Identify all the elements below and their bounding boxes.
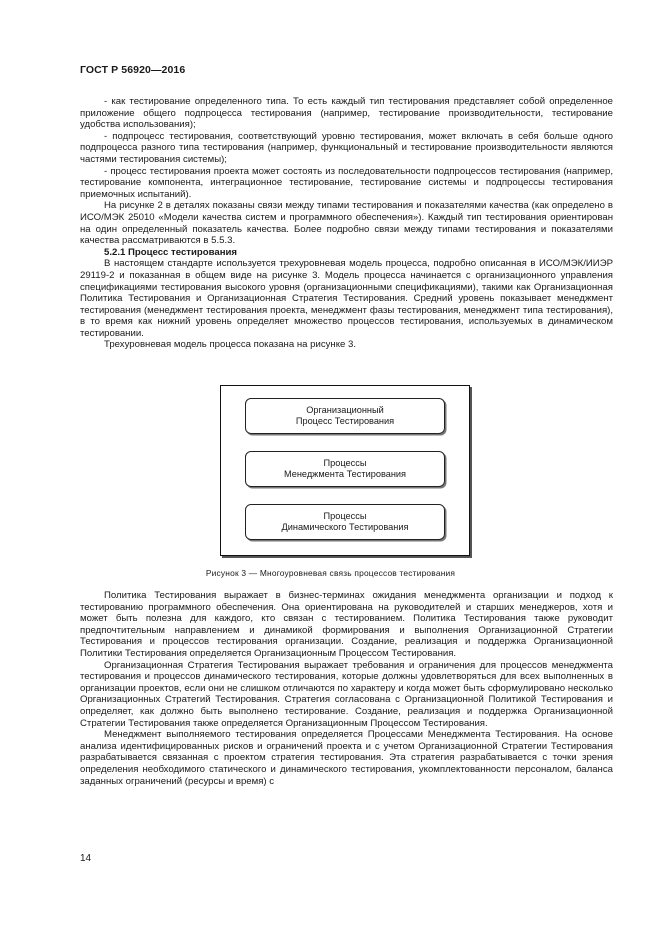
box-3-line-2: Динамического Тестирования (281, 522, 409, 532)
section-heading: 5.2.1 Процесс тестирования (104, 246, 238, 258)
org-test-process-box (245, 398, 445, 434)
box-1-line-2: Процесс Тестирования (295, 416, 395, 426)
figure-3-diagram (220, 385, 470, 556)
document-header: ГОСТ Р 56920—2016 (80, 64, 186, 76)
paragraph-test-policy: Политика Тестирования выражает в бизнес-терминах ожидания менеджмента организации и подход к тестированию программного обеспечения. Она ориентирована на руководителей и старших менеджеров, хотя и может быть полезна для каждого, кто связан с тестированием. Политика Тестирования также руководит предпочтительным направлением и динамикой формирования и выполнения Организационной Стратегии Тестирования и процессов тестирования организации. Создание, реализация и поддержка Организационной Политики Тестирования определяется Организационным Процессом Тестирования. (80, 590, 613, 659)
dynamic-test-processes-box (245, 504, 445, 540)
top-text-block (80, 96, 613, 351)
test-management-processes-box (245, 451, 445, 487)
list-item-3: - процесс тестирования проекта может состоять из последовательности подпроцессов тестирования (например, тестирование компонента, интеграционное тестирование, тестирование системы и подпроцессы тестирования приемочных испытаний). (80, 165, 613, 200)
paragraph-test-strategy: Организационная Стратегия Тестирования выражает требования и ограничения для процессов менеджмента тестирования и процессов динамического тестирования, которые должны удовлетворяться для всех выполненных в организации проектов, если они не слишком отличаются по характеру и когда может быть сформулировано несколько Организационных Стратегий Тестирования. Стратегия согласована с Организационной Политикой Тестирования и определяет, как должно быть выполнено тестирование. Создание, реализация и поддержка Организационной Стратегии Тестирования также определяется Организационным Процессом Тестирования. (80, 659, 613, 729)
box-3-line-1: Процессы (323, 511, 367, 521)
bottom-text-block (80, 590, 613, 787)
paragraph-figure-3-intro: Трехуровневая модель процесса показана на рисунке 3. (104, 339, 357, 351)
paragraph-test-management: Менеджмент выполняемого тестирования определяется Процессами Менеджмента Тестирования. На основе анализа идентифицированных рисков и ограничений проекта и с учетом Организационной Стратегии Тестирования разрабатывается связанная с проектом стратегия тестирования. Эта стратегия разрабатывается с точки зрения определения необходимого статического и динамического тестирования, укомплектованности персоналом, баланса заданных ограничений (ресурсы и время) с (80, 729, 613, 787)
figure-caption: Рисунок 3 — Многоуровневая связь процессов тестирования (205, 568, 456, 578)
box-2-line-2: Менеджмента Тестирования (283, 469, 407, 479)
page-number: 14 (80, 853, 92, 864)
paragraph-figure-2-reference: На рисунке 2 в деталях показаны связи между типами тестирования и показателями качества (как определено в ИСО/МЭК 25010 «Модели качества систем и программного обеспечения»). Каждый тип тестирования ориентирован на один определенный показатель качества. Более подробно связи между типами тестирования и показателями качества рассматриваются в 5.5.3. (80, 200, 613, 247)
paragraph-three-level-model: В настоящем стандарте используется трехуровневая модель процесса, подробно описанная в ИСО/МЭК/ИИЭР 29119-2 и показанная в общем виде на рисунке 3. Модель процесса начинается с организационного управления спецификациями тестирования высокого уровня (организационными спецификациями), такими как Организационная Политика Тестирования и Организационная Стратегия Тестирования. Средний уровень показывает менеджмент тестирования (менеджмент тестирования проекта, менеджмент фазы тестирования, менеджмент типа тестирования), в то время как нижний уровень определяет множество процессов тестирования, используемых в динамическом тестировании. (80, 258, 613, 339)
list-item-1: - как тестирование определенного типа. То есть каждый тип тестирования представляет собой определенное приложение общего подпроцесса тестирования (например, тестирование производительности, тестирование удобства использования); (80, 96, 613, 131)
box-1-line-1: Организационный (306, 405, 384, 415)
list-item-2: - подпроцесс тестирования, соответствующий уровню тестирования, может включать в себя больше одного подпроцесса разного типа тестирования (например, функциональный и тестирование производительности являются частями тестирования системы); (80, 130, 613, 165)
box-2-line-1: Процессы (323, 458, 367, 468)
